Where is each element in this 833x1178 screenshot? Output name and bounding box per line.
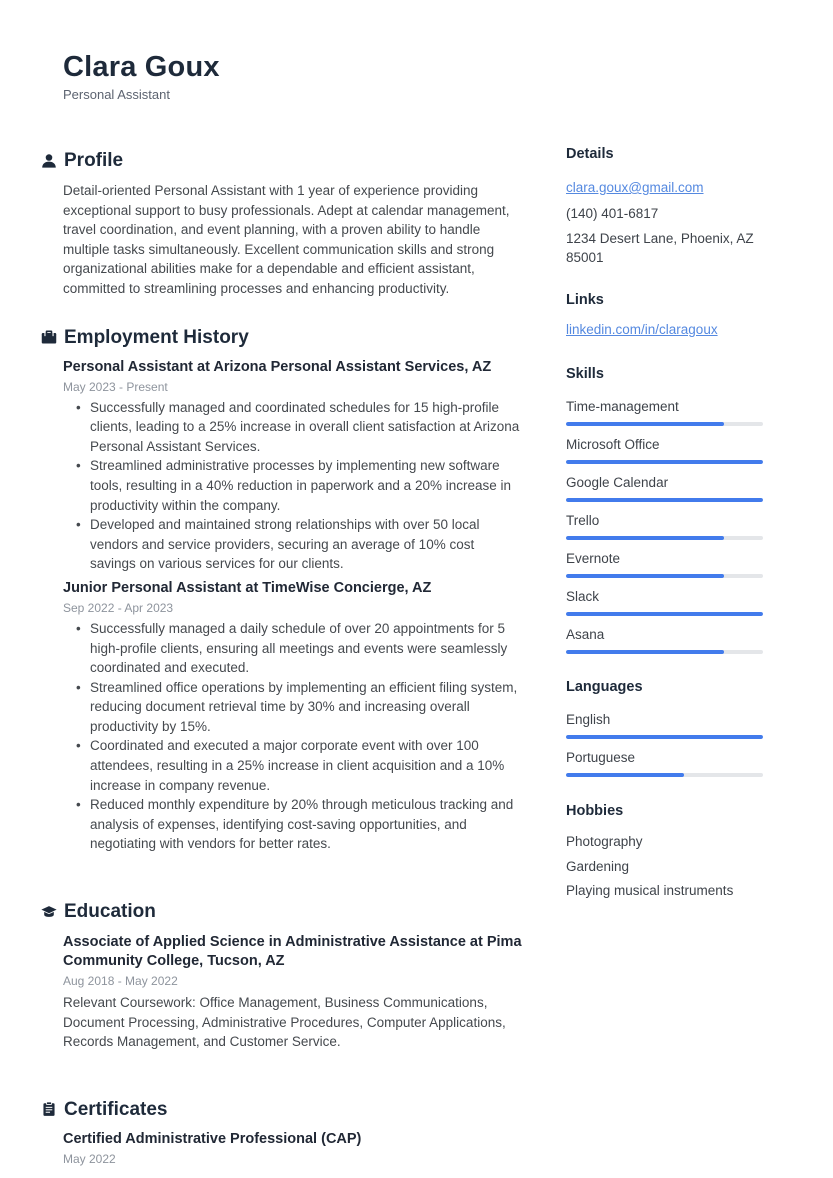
certificates-body [40, 1130, 522, 1167]
sidebar-details [566, 145, 763, 267]
skill-meter-fill [566, 574, 724, 578]
skill-name: Evernote [566, 551, 621, 566]
profile-text: Detail-oriented Personal Assistant with 1 year of experience providing exceptional support to busy professionals. Adept at calendar management, travel coordination, and event planning, with a proven ability to handle multiple tasks simultaneously. Excellent communication skills and strong organizational abilities make for a dependable and efficient assistant, committed to streamlining processes and enhancing productivity. [63, 183, 510, 296]
skill-name: Asana [566, 627, 605, 642]
skill-item [566, 512, 763, 540]
job-bullet: • Developed and maintained strong relationships with over 50 local vendors and service providers, securing an average of 10% cost savings on various services for our clients. [76, 515, 522, 574]
employment-body [40, 358, 522, 854]
resume-header [40, 50, 522, 103]
skill-meter-track [566, 650, 763, 654]
skill-meter-fill [566, 650, 724, 654]
education-dates: Aug 2018 - May 2022 [63, 974, 178, 989]
skill-meter-track [566, 460, 763, 464]
sidebar-languages [566, 678, 763, 777]
skill-item [566, 474, 763, 502]
details-heading: Details [566, 146, 614, 162]
hobbies-heading: Hobbies [566, 803, 624, 819]
certificates-heading: Certificates [64, 1098, 168, 1120]
email-link[interactable]: clara.goux@gmail.com [566, 180, 704, 195]
employment-entry [63, 579, 522, 854]
skill-item [566, 398, 763, 426]
language-name: Portuguese [566, 750, 636, 765]
detail-email-row [566, 179, 763, 197]
skill-item [566, 626, 763, 654]
employment-entry [63, 358, 522, 574]
skill-name: Microsoft Office [566, 437, 660, 452]
job-title: Junior Personal Assistant at TimeWise Concierge, AZ [63, 579, 432, 596]
employment-heading-row [40, 326, 522, 349]
sidebar-links [566, 291, 763, 339]
skill-meter-track [566, 498, 763, 502]
certificate-dates: May 2022 [63, 1151, 116, 1166]
job-bullet: • Successfully managed and coordinated schedules for 15 high-profile clients, leading to a 25% increase in overall client satisfaction at Arizona Personal Assistant Services. [76, 398, 522, 457]
job-bullet-list [76, 619, 522, 854]
profile-heading: Profile [64, 150, 124, 171]
skill-meter-track [566, 422, 763, 426]
briefcase-icon [40, 329, 57, 346]
language-meter-fill [566, 773, 684, 777]
sidebar-hobbies [566, 802, 763, 904]
education-body [40, 933, 522, 1052]
links-list [566, 321, 763, 339]
certificates-heading-row [40, 1098, 522, 1121]
skill-item [566, 550, 763, 578]
language-name: English [566, 712, 611, 727]
education-heading-row [40, 900, 522, 923]
job-bullet: • Streamlined office operations by implementing an efficient filing system, reducing document retrieval time by 30% and increasing overall productivity by 15%. [76, 678, 522, 737]
job-bullet-list [76, 398, 522, 574]
languages-heading: Languages [566, 679, 643, 695]
hobbies-list [566, 830, 763, 904]
candidate-title: Personal Assistant [63, 87, 170, 102]
main-column [40, 0, 522, 1167]
skill-meter-track [566, 612, 763, 616]
skill-meter-fill [566, 536, 724, 540]
clipboard-icon [40, 1101, 57, 1118]
profile-heading-row [40, 149, 522, 172]
employment-heading: Employment History [64, 326, 249, 348]
section-certificates [40, 1098, 522, 1167]
language-meter-track [566, 735, 763, 739]
skill-meter-track [566, 574, 763, 578]
job-bullet: • Reduced monthly expenditure by 20% through meticulous tracking and analysis of expenses, identifying cost-saving opportunities, and negotiating with vendors for better rates. [76, 795, 522, 854]
education-entry [63, 933, 522, 1052]
skill-meter-fill [566, 460, 763, 464]
skill-meter-fill [566, 612, 763, 616]
skill-name: Slack [566, 589, 600, 604]
languages-list [566, 711, 763, 777]
hobby-item: Photography [566, 834, 643, 849]
certificate-title: Certified Administrative Professional (CAP) [63, 1130, 362, 1147]
detail-address [566, 230, 763, 267]
section-profile [40, 149, 522, 299]
skill-meter-fill [566, 498, 763, 502]
skill-item [566, 436, 763, 464]
skill-item [566, 588, 763, 616]
job-bullet: • Coordinated and executed a major corporate event with over 100 attendees, resulting in a 25% increase in client acquisition and a 10% increase in company revenue. [76, 736, 522, 795]
profile-body [40, 181, 522, 299]
section-employment [40, 326, 522, 854]
job-bullet: • Streamlined administrative processes by implementing new software tools, resulting in a 40% reduction in paperwork and a 20% increase in productivity within the company. [76, 456, 522, 515]
skill-meter-track [566, 536, 763, 540]
sidebar [566, 0, 763, 1167]
education-description: Relevant Coursework: Office Management, Business Communications, Document Processing, Administrative Procedures, Computer Applications, Records Management, and Customer Service. [63, 995, 506, 1050]
skills-heading: Skills [566, 366, 604, 382]
education-heading: Education [64, 901, 156, 923]
skill-name: Trello [566, 513, 600, 528]
job-bullet: • Successfully managed a daily schedule of over 20 appointments for 5 high-profile clients, ensuring all meetings and events were seamlessly coordinated and executed. [76, 619, 522, 678]
language-meter-fill [566, 735, 763, 739]
linkedin-link[interactable]: linkedin.com/in/claragoux [566, 322, 718, 337]
links-heading: Links [566, 292, 604, 308]
detail-phone: (140) 401-6817 [566, 206, 659, 221]
language-meter-track [566, 773, 763, 777]
skill-meter-fill [566, 422, 724, 426]
skill-name: Time-management [566, 399, 679, 414]
graduation-cap-icon [40, 903, 57, 920]
job-dates: Sep 2022 - Apr 2023 [63, 600, 174, 615]
language-item [566, 749, 763, 777]
detail-address-line2: 85001 [566, 249, 604, 265]
job-dates: May 2023 - Present [63, 379, 168, 394]
education-title: Associate of Applied Science in Administrative Assistance at Pima Community College, Tucson, AZ [63, 934, 522, 970]
link-row [566, 321, 763, 339]
skills-list [566, 398, 763, 654]
person-icon [40, 152, 57, 169]
sidebar-skills [566, 365, 763, 654]
hobby-item: Playing musical instruments [566, 883, 734, 898]
candidate-name: Clara Goux [63, 51, 220, 83]
job-title: Personal Assistant at Arizona Personal Assistant Services, AZ [63, 358, 492, 375]
detail-address-line1: 1234 Desert Lane, Phoenix, AZ [566, 231, 754, 246]
skill-name: Google Calendar [566, 475, 669, 490]
language-item [566, 711, 763, 739]
section-education [40, 900, 522, 1052]
certificate-entry [63, 1130, 522, 1167]
hobby-item: Gardening [566, 858, 630, 874]
